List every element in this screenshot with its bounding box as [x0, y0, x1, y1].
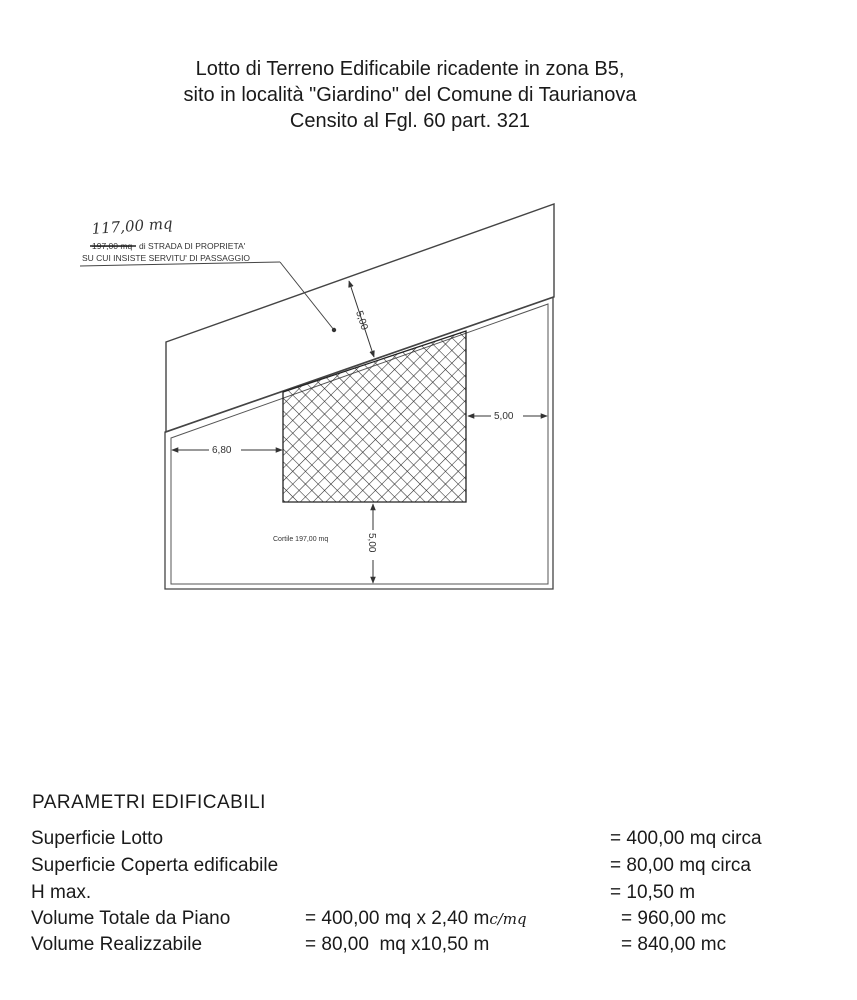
road-label-leader-diag — [280, 262, 334, 330]
title-line-3: Censito al Fgl. 60 part. 321 — [289, 110, 531, 132]
dim-bottom-label: 5,00 — [366, 533, 377, 553]
param-value: = 10,50 m — [610, 882, 696, 903]
road-label-line-1: di STRADA DI PROPRIETA' — [139, 241, 246, 251]
road-label-line-2: SU CUI INSISTE SERVITU' DI PASSAGGIO — [82, 253, 251, 263]
param-value: = 80,00 mq circa — [610, 855, 751, 876]
params-heading: PARAMETRI EDIFICABILI — [32, 792, 266, 813]
dim-left-label: 6,80 — [212, 445, 232, 456]
param-value: = 960,00 mc — [621, 908, 727, 929]
buildable-area-hatch — [283, 331, 466, 502]
title-line-2: sito in località "Giardino" del Comune di Taurianova — [183, 84, 637, 106]
title-line-1: Lotto di Terreno Edificabile ricadente in zona B5, — [195, 58, 625, 80]
param-value: = 400,00 mq circa — [610, 828, 762, 849]
courtyard-label: Cortile 197,00 mq — [273, 536, 329, 543]
param-label: Superficie Coperta edificabile — [31, 855, 279, 876]
road-label-leader-dot — [332, 328, 336, 332]
param-label: H max. — [31, 882, 92, 903]
param-formula: = 80,00 mq x10,50 m — [305, 934, 490, 955]
road-area-handwritten: 117,00 mq — [91, 214, 174, 238]
param-formula-handwritten: c/mq — [489, 910, 527, 928]
dim-top-label: 5,00 — [353, 309, 370, 332]
param-label: Volume Realizzabile — [31, 934, 203, 955]
param-label: Superficie Lotto — [31, 828, 164, 849]
param-label: Volume Totale da Piano — [31, 908, 231, 929]
param-value: = 840,00 mc — [621, 934, 727, 955]
road-area-struck: 197,00 mq — [92, 241, 133, 251]
param-formula — [305, 908, 527, 930]
param-formula-text: = 400,00 mq x 2,40 m — [305, 908, 490, 929]
dim-right-label: 5,00 — [494, 411, 514, 422]
